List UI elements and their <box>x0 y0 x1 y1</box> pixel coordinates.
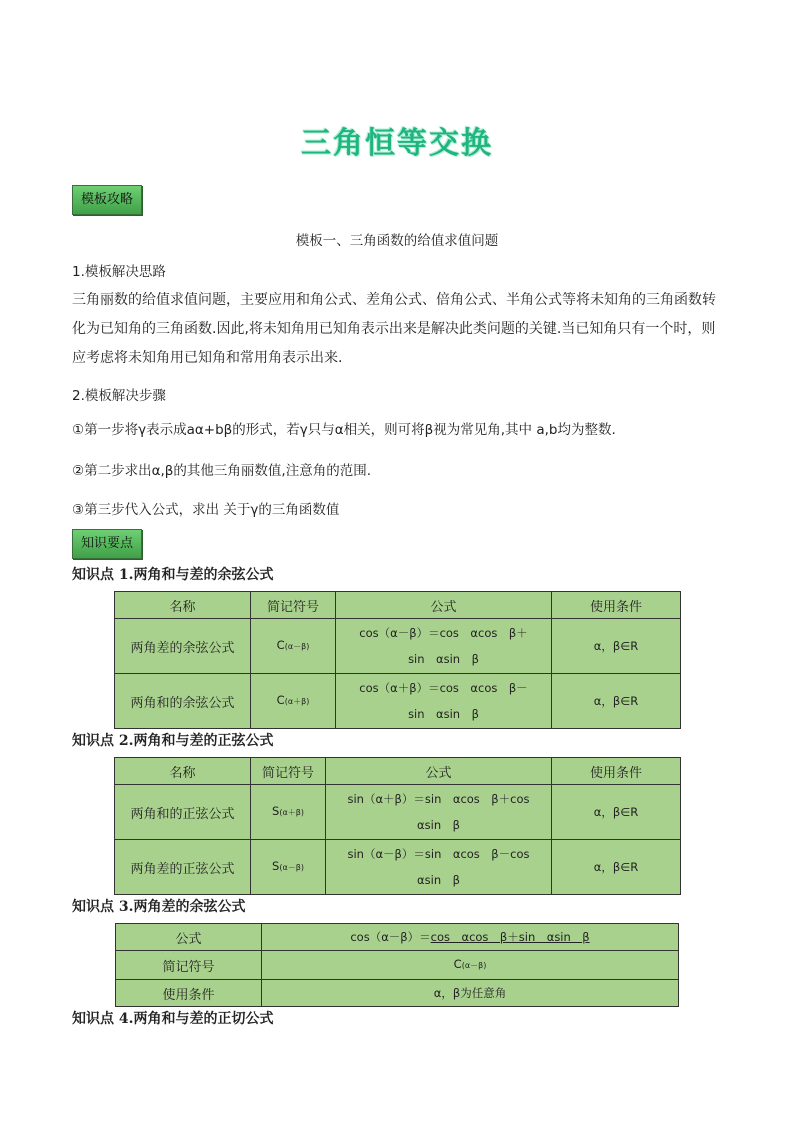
kp2-label: 知识点 2.两角和与差的正弦公式 <box>72 733 274 749</box>
header-cell: 名称 <box>115 758 251 785</box>
condition: α，β∈R <box>552 840 681 895</box>
header-cell: 使用条件 <box>552 758 681 785</box>
condition: α，β∈R <box>552 619 681 674</box>
table-header-row <box>115 592 681 619</box>
formula-symbol: S(α－β) <box>251 840 326 895</box>
table-row <box>115 785 681 840</box>
header-cell: 公式 <box>326 758 552 785</box>
table-row <box>115 840 681 895</box>
table-row <box>115 674 681 729</box>
condition: α，β∈R <box>552 785 681 840</box>
row-label: 公式 <box>116 924 262 951</box>
idea-text: 三角丽数的给值求值问题，主要应用和角公式、差角公式、倍角公式、半角公式等将未知角的三角函数转化为已知角的三角函数.因此,将未知角用已知角表示出来是解决此类问题的关键.当已知角只有一个时，则应考虑将未知角用已知角和常用角表示出来. <box>72 292 716 366</box>
table-header-row <box>115 758 681 785</box>
header-cell: 公式 <box>336 592 552 619</box>
step-1: ①第一步将γ表示成aα+bβ的形式，若γ只与α相关，则可将β视为常见角,其中 a,b均为整数. <box>72 422 616 438</box>
table-row <box>116 980 679 1007</box>
header-cell: 简记符号 <box>251 592 336 619</box>
page-title: 三角恒等交换 <box>301 126 493 161</box>
step-2: ②第二步求出α,β的其他三角丽数值,注意角的范围. <box>72 463 371 479</box>
kp2-table <box>114 757 681 895</box>
table-row <box>115 619 681 674</box>
formula-symbol: C(α＋β) <box>251 674 336 729</box>
template-strategy-tag: 模板攻略 <box>72 185 142 215</box>
formula-name: 两角差的余弦公式 <box>115 619 251 674</box>
formula: sin（α＋β）＝sin αcos β＋cos αsin β <box>326 785 552 840</box>
table-row <box>116 951 679 980</box>
header-cell: 使用条件 <box>552 592 681 619</box>
kp1-table <box>114 591 681 729</box>
knowledge-points-tag: 知识要点 <box>72 529 142 559</box>
formula: cos（α－β）＝cos αcos β＋sin αsin β <box>262 924 679 951</box>
kp1-label: 知识点 1.两角和与差的余弦公式 <box>72 567 274 583</box>
steps-heading: 2.模板解决步骤 <box>72 388 166 404</box>
template1-heading: 模板一、三角函数的给值求值问题 <box>295 233 499 249</box>
formula-symbol: C(α－β) <box>251 619 336 674</box>
condition: α，β∈R <box>552 674 681 729</box>
formula-symbol: S(α＋β) <box>251 785 326 840</box>
condition: α，β为任意角 <box>262 980 679 1007</box>
formula: sin（α－β）＝sin αcos β－cos αsin β <box>326 840 552 895</box>
row-label: 使用条件 <box>116 980 262 1007</box>
formula: cos（α＋β）＝cos αcos β－ sin αsin β <box>336 674 552 729</box>
kp4-label: 知识点 4.两角和与差的正切公式 <box>72 1011 274 1027</box>
header-cell: 名称 <box>115 592 251 619</box>
row-label: 简记符号 <box>116 951 262 980</box>
step-3: ③第三步代入公式，求出 关于γ的三角函数值 <box>72 502 340 518</box>
idea-heading: 1.模板解决思路 <box>72 264 166 280</box>
table-row <box>116 924 679 951</box>
header-cell: 简记符号 <box>251 758 326 785</box>
formula: cos（α－β）＝cos αcos β＋ sin αsin β <box>336 619 552 674</box>
formula-symbol: C(α－β) <box>262 951 679 980</box>
formula-name: 两角和的正弦公式 <box>115 785 251 840</box>
kp3-label: 知识点 3.两角差的余弦公式 <box>72 899 246 915</box>
formula-name: 两角差的正弦公式 <box>115 840 251 895</box>
formula-name: 两角和的余弦公式 <box>115 674 251 729</box>
kp3-table <box>115 923 679 1007</box>
